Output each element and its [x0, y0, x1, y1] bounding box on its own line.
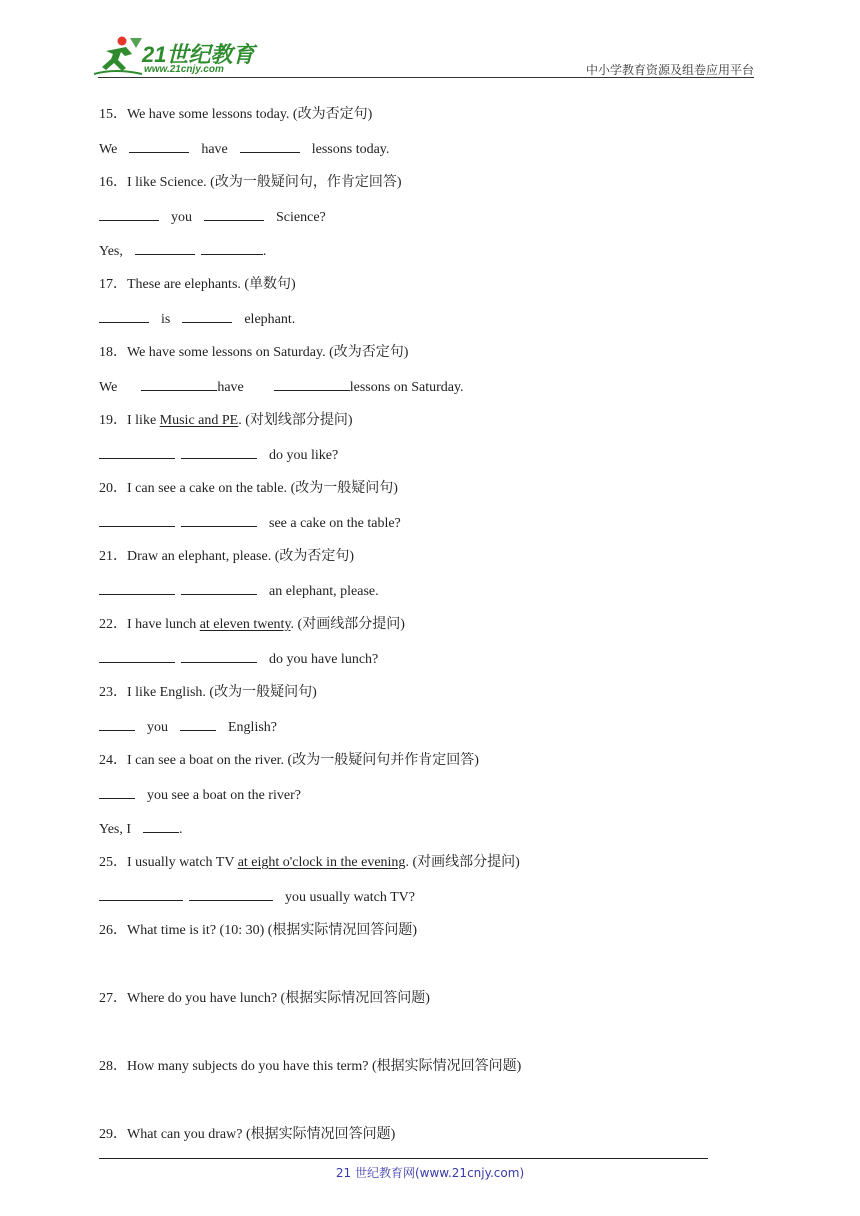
answer-line: see a cake on the table?	[99, 512, 759, 546]
question-24: 24．I can see a boat on the river. (改为一般疑问句并作肯定回答)	[99, 753, 479, 768]
question-19: 19．I like Music and PE. (对划线部分提问)	[99, 413, 353, 428]
answer-line: you Science?	[99, 206, 759, 240]
runner-logo-icon	[92, 34, 144, 78]
question-text: Draw an elephant, please. (改为否定句)	[127, 549, 355, 564]
answer-blank[interactable]	[135, 240, 195, 255]
answer-blank[interactable]	[129, 138, 189, 153]
question-text: I like English. (改为一般疑问句)	[127, 685, 317, 700]
question-15: 15．We have some lessons today. (改为否定句)	[99, 107, 373, 122]
question-23: 23．I like English. (改为一般疑问句)	[99, 685, 317, 700]
logo-text: 21世纪教育	[142, 42, 255, 67]
question-list	[99, 104, 759, 1158]
answer-space[interactable]	[99, 954, 759, 988]
question-text: What can you draw? (根据实际情况回答问题)	[127, 1127, 396, 1142]
answer-blank[interactable]	[143, 818, 179, 833]
question-20: 20．I can see a cake on the table. (改为一般疑问句)	[99, 481, 398, 496]
footer-divider	[99, 1158, 708, 1159]
platform-title: 中小学教育资源及组卷应用平台	[585, 63, 754, 77]
question-text: How many subjects do you have this term? (根据实际情况回答问题)	[127, 1059, 522, 1074]
question-21: 21．Draw an elephant, please. (改为否定句)	[99, 549, 355, 564]
answer-blank[interactable]	[181, 444, 257, 459]
underlined-phrase: Music and PE	[159, 413, 239, 428]
answer-blank[interactable]	[99, 444, 175, 459]
answer-blank[interactable]	[99, 716, 135, 731]
answer-line: you English?	[99, 716, 759, 750]
page-footer: 21 世纪教育网(www.21cnjy.com)	[335, 1166, 525, 1180]
answer-blank[interactable]	[181, 512, 257, 527]
answer-blank[interactable]	[99, 308, 149, 323]
question-text: What time is it? (10: 30) (根据实际情况回答问题)	[127, 923, 418, 938]
question-16: 16．I like Science. (改为一般疑问句，作肯定回答)	[99, 175, 402, 190]
answer-blank[interactable]	[189, 886, 273, 901]
answer-space[interactable]	[99, 1090, 759, 1124]
answer-blank[interactable]	[99, 648, 175, 663]
answer-line: an elephant, please.	[99, 580, 759, 614]
question-text: These are elephants. (单数句)	[127, 277, 296, 292]
answer-blank[interactable]	[99, 784, 135, 799]
answer-blank[interactable]	[99, 512, 175, 527]
answer-blank[interactable]	[99, 206, 159, 221]
question-17: 17．These are elephants. (单数句)	[99, 277, 296, 292]
header-divider	[98, 77, 754, 78]
answer-blank[interactable]	[204, 206, 264, 221]
question-25: 25．I usually watch TV at eight o'clock in the evening. (对画线部分提问)	[99, 855, 520, 870]
question-26: 26．What time is it? (10: 30) (根据实际情况回答问题)	[99, 923, 418, 938]
answer-blank[interactable]	[240, 138, 300, 153]
answer-blank[interactable]	[201, 240, 263, 255]
answer-blank[interactable]	[180, 716, 216, 731]
answer-line: do you have lunch?	[99, 648, 759, 682]
question-27: 27．Where do you have lunch? (根据实际情况回答问题)	[99, 991, 430, 1006]
answer-blank[interactable]	[99, 580, 175, 595]
answer-line: We have lessons on Saturday.	[99, 376, 759, 410]
question-18: 18．We have some lessons on Saturday. (改为否定句)	[99, 345, 409, 360]
underlined-phrase: at eight o'clock in the evening	[237, 855, 406, 870]
answer-line: Yes, .	[99, 240, 759, 274]
site-logo	[92, 34, 262, 78]
answer-line: do you like?	[99, 444, 759, 478]
question-text: Where do you have lunch? (根据实际情况回答问题)	[127, 991, 430, 1006]
answer-blank[interactable]	[182, 308, 232, 323]
question-text: I like Science. (改为一般疑问句，作肯定回答)	[127, 175, 402, 190]
answer-line: Yes, I .	[99, 818, 759, 852]
question-text: We have some lessons on Saturday. (改为否定句)	[127, 345, 409, 360]
answer-blank[interactable]	[274, 376, 350, 391]
answer-blank[interactable]	[181, 580, 257, 595]
question-text: I can see a cake on the table. (改为一般疑问句)	[127, 481, 398, 496]
question-text: We have some lessons today. (改为否定句)	[127, 107, 373, 122]
question-29: 29．What can you draw? (根据实际情况回答问题)	[99, 1127, 396, 1142]
answer-line: We have lessons today.	[99, 138, 759, 172]
answer-line: is elephant.	[99, 308, 759, 342]
answer-space[interactable]	[99, 1022, 759, 1056]
answer-line: you usually watch TV?	[99, 886, 759, 920]
page-header	[0, 0, 860, 80]
answer-line: you see a boat on the river?	[99, 784, 759, 818]
answer-blank[interactable]	[141, 376, 217, 391]
question-text: I can see a boat on the river. (改为一般疑问句并作肯定回答)	[127, 753, 479, 768]
logo-url: www.21cnjy.com	[144, 64, 224, 75]
answer-blank[interactable]	[99, 886, 183, 901]
question-22: 22．I have lunch at eleven twenty. (对画线部分提问)	[99, 617, 405, 632]
question-28: 28．How many subjects do you have this term? (根据实际情况回答问题)	[99, 1059, 522, 1074]
underlined-phrase: at eleven twenty	[199, 617, 291, 632]
answer-blank[interactable]	[181, 648, 257, 663]
